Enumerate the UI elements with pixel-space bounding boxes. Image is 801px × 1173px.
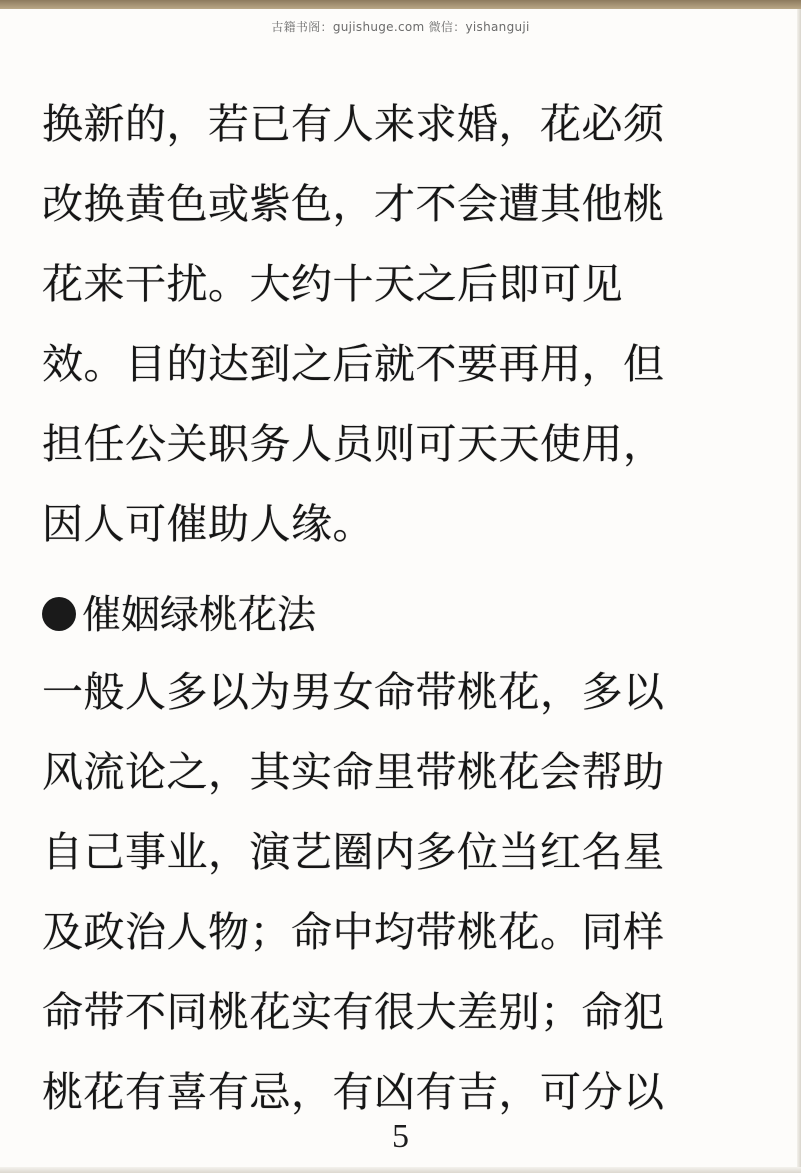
top-border [0,0,801,9]
text-line: 风流论之，其实命里带桃花会帮助 [42,748,665,796]
text-line: 效。目的达到之后就不要再用，但 [42,340,665,388]
bullet-icon [42,597,76,631]
watermark-text: 古籍书阁：gujishuge.com 微信：yishanguji [271,20,530,34]
page-number: 5 [392,1118,409,1155]
page-edge-right [797,9,801,1173]
page-edge-bottom [0,1167,801,1173]
text-line: 担任公关职务人员则可天天使用， [42,420,665,468]
section-heading-text: 催姻绿桃花法 [82,593,317,638]
text-line: 花来干扰。大约十天之后即可见 [42,260,623,308]
text-line: 一般人多以为男女命带桃花，多以 [42,668,665,716]
text-line: 及政治人物；命中均带桃花。同样 [42,908,665,956]
section-heading [42,580,316,652]
text-line: 换新的，若已有人来求婚，花必须 [42,100,665,148]
text-line: 命带不同桃花实有很大差别；命犯 [42,988,665,1036]
text-line: 自己事业，演艺圈内多位当红名星 [42,828,665,876]
paragraph-2 [42,652,742,1132]
text-line: 改换黄色或紫色，才不会遭其他桃 [42,180,665,228]
paragraph-1 [42,84,742,564]
text-line: 因人可催助人缘。 [42,500,374,548]
text-line: 桃花有喜有忌，有凶有吉，可分以 [42,1068,665,1116]
